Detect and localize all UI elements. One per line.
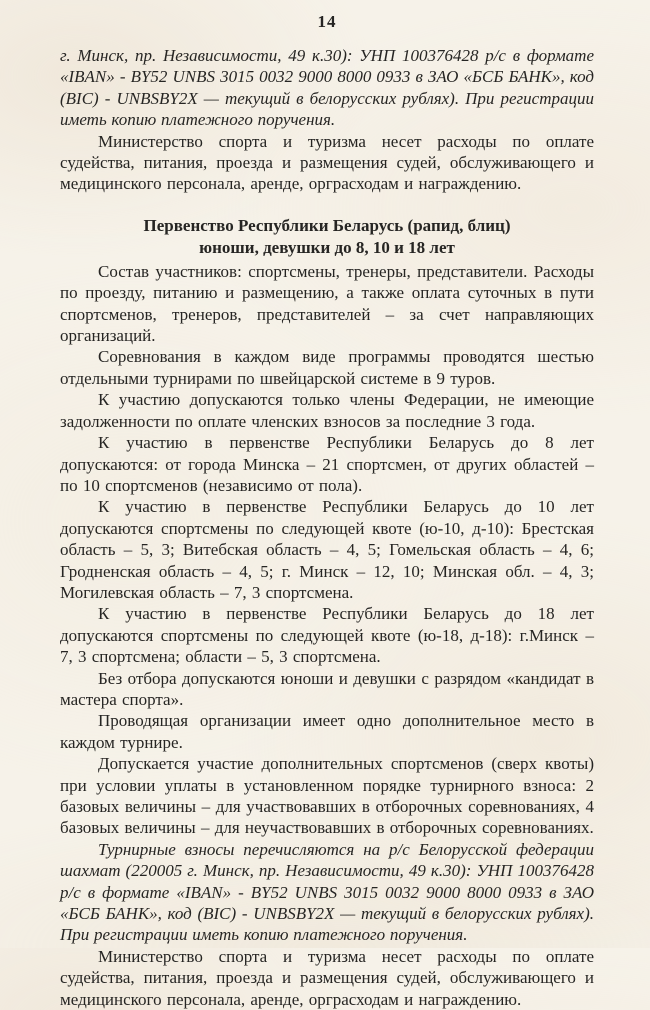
section-heading bbox=[60, 215, 594, 259]
paragraph-participants: Состав участников: спортсмены, тренеры, представители. Расходы по проезду, питанию и размещению, а также оплата суточных в пути спортсменов, тренеров, представителей – за счет направляющих организаций. bbox=[60, 261, 594, 346]
paragraph-ministry-expenses: Министерство спорта и туризма несет расходы по оплате судейства, питания, проезда и размещения судей, обслуживающего и медицинского персонала, аренде, орграсходам и награждению. bbox=[60, 131, 594, 194]
section-heading-line-1: Первенство Республики Беларусь (рапид, блиц) bbox=[143, 215, 511, 235]
paragraph-ministry-expenses-2: Министерство спорта и туризма несет расходы по оплате судейства, питания, проезда и размещения судей, обслуживающего и медицинского персонала, аренде, орграсходам и награждению. bbox=[60, 946, 594, 1009]
paragraph-extra-athletes-fee: Допускается участие дополнительных спортсменов (сверх квоты) при условии уплаты в установленном порядке турнирного взноса: 2 базовых величины – для участвовавших в отборочных соревнованиях, 4 базовых величины – для неучаствовавших в отборочных соревнованиях. bbox=[60, 754, 594, 838]
paragraph-quota-under-18: К участию в первенстве Республики Беларусь до 18 лет допускаются спортсмены по следующей квоте (ю-18, д-18): г.Минск – 7, 3 спортсмена; области – 5, 3 спортсмена. bbox=[60, 604, 594, 667]
paragraph-no-selection-kms: Без отбора допускаются юноши и девушки с разрядом «кандидат в мастера спорта». bbox=[60, 668, 594, 709]
paragraph-bank-details-continuation: г. Минск, пр. Независимости, 49 к.30): УНП 100376428 р/с в формате «IBAN» - BY52 UNBS 3015 0032 9000 8000 0933 в ЗАО «БСБ БАНК», код (BIC) - UNBSBY2X — текущий в белорусских рублях). При регистрации иметь копию платежного поручения. bbox=[60, 46, 594, 130]
paragraph-organizer-extra-place: Проводящая организации имеет одно дополнительное место в каждом турнире. bbox=[60, 711, 594, 752]
page-number: 14 bbox=[317, 12, 337, 31]
section-heading-line-2: юноши, девушки до 8, 10 и 18 лет bbox=[199, 237, 455, 257]
paragraph-quota-under-10: К участию в первенстве Республики Беларусь до 10 лет допускаются спортсмены по следующей квоте (ю-10, д-10): Брестская область – 5, 3; Витебская область – 4, 5; Гомельская область – 4, 6; Гродненская область – 4, 5; г. Минск – 12, 10; Минская обл. – 4, 3; Могилевская область – 7, 3 спортсмена. bbox=[60, 497, 594, 602]
paragraph-tournament-system: Соревнования в каждом виде программы проводятся шестью отдельными турнирами по швейцарской системе в 9 туров. bbox=[60, 347, 594, 388]
paragraph-quota-under-8: К участию в первенстве Республики Беларусь до 8 лет допускаются: от города Минска – 21 спортсмен, от других областей – по 10 спортсменов (независимо от пола). bbox=[60, 433, 594, 495]
paragraph-federation-members: К участию допускаются только члены Федерации, не имеющие задолженности по оплате членских взносов за последние 3 года. bbox=[60, 390, 594, 431]
paragraph-tournament-fees-bank-details: Турнирные взносы перечисляются на р/с Белорусской федерации шахмат (220005 г. Минск, пр. Независимости, 49 к.30): УНП 100376428 р/с в формате «IBAN» - BY52 UNBS 3015 0032 9000 8000 0933 в ЗАО «БСБ БАНК», код (BIC) - UNBSBY2X — текущий в белорусских рублях). При регистрации иметь копию платежного поручения. bbox=[60, 839, 594, 945]
